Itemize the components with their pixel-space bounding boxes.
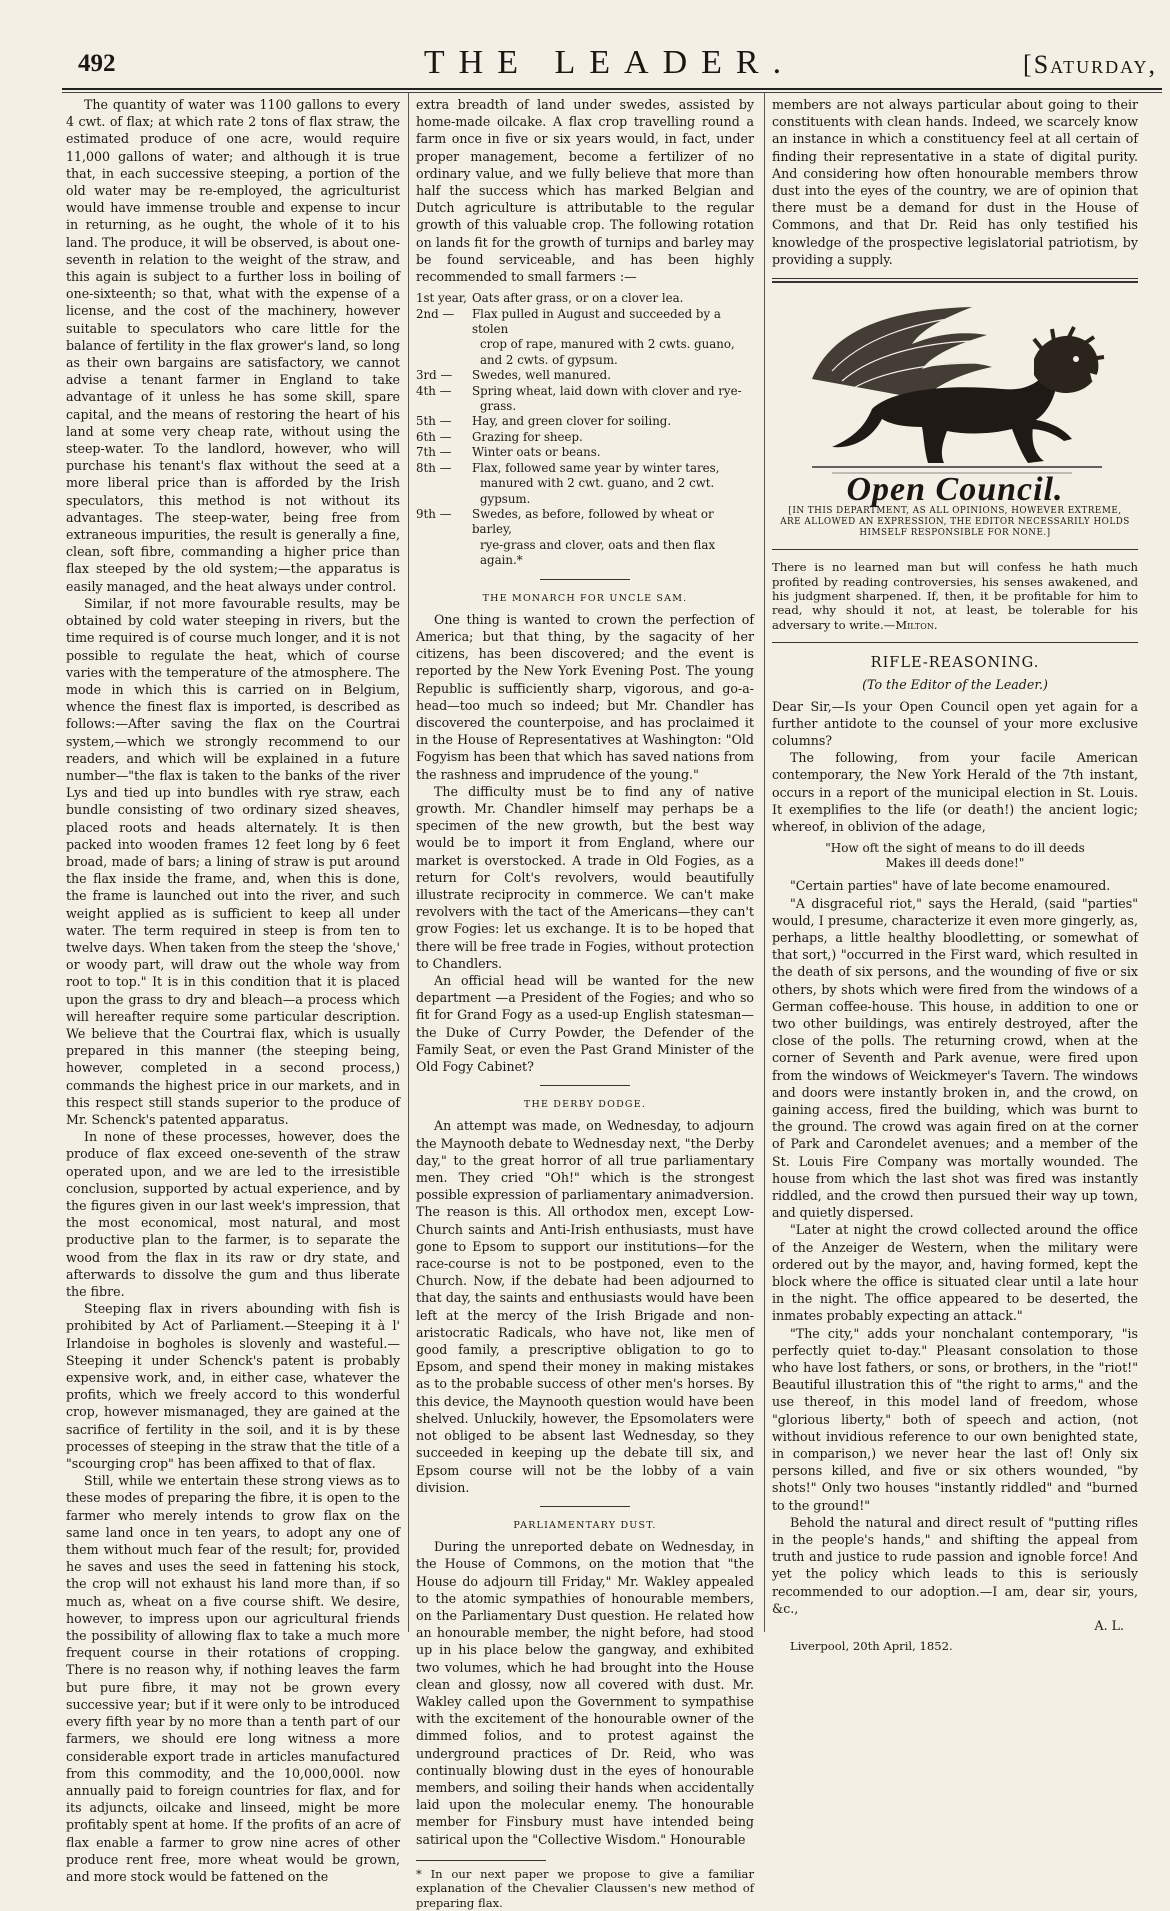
letter-dateline: Liverpool, 20th April, 1852. (790, 1639, 953, 1654)
letter-paragraph: "A disgraceful riot," says the Herald, (said "parties" would, I presume, characterize it even more gingerly, as, perhaps, a little healthy bloodletting, or somewhat of that sort,) "occurred in the First ward, which resulted in the death of six persons, and the wounding of five or six others, by shots which were fired from the windows of a German coffee-house. This house, in addition to one or two other buildings, was entirely destroyed, after the close of the polls. The returning crowd, when at the corner of Seventh and Park avenue, were fired upon from the windows of Weickmeyer's Tavern. The windows and doors were instantly broken in, and the crowd, on gaining access, fired the building, which was burnt to the ground. The crowd was again fired on at the corner of Park and Carondelet avenues; and a member of the St. Louis Fire Company was mortally wounded. The house from which the last shot was fired was instantly riddled, and the crowd then pursued their way up town, and quietly dispersed. (772, 895, 1138, 1221)
rotation-cont: grass. (480, 399, 517, 414)
rotation-cont: rye-grass and clover, oats and then flax again.* (480, 537, 716, 568)
verse (772, 841, 1138, 871)
footnote-rule (416, 1860, 546, 1861)
letter-paragraph: The following, from your facile American contemporary, the New York Herald of the 7th instant, occurs in a report of the municipal election in St. Louis. It exemplifies to the life (or death!) the ancient logic; whereof, in oblivion of the adage, (772, 750, 1138, 835)
col1-paragraph: The quantity of water was 1100 gallons to every 4 cwt. of flax; at which rate 2 tons of flax straw, the estimated produce of one acre, would require 11,000 gallons of water; and although it is true that, in each successive steeping, a portion of the old water may be re-employed, the agriculturist would have immense trouble and expense to incur in returning, as he ought, the whole of it to his land. The produce, it will be observed, is about one-seventh in relation to the weight of the straw, and this again is subject to a further loss in boiling of one-sixteenth; so that, what with the expense of a license, and the cost of the machinery, however suitable to speculators who care little for the balance of fertility in the flax grower's land, so long as their own bargains are satisfactory, we cannot advise a tenant farmer in England to take advantage of it unless he has some skill, spare capital, and the means of restoring the heart of his land at some very cheap rate, without using the steep-water. To the landlord, however, who will purchase his tenant's flax without the seed at a more liberal price than is afforded by the Irish speculators, this method is not without its advantages. The steep-water, being free from extraneous impurities, the result is generally a fine, clean, soft fibre, commanding a higher price than flax steeped by the old system;—the apparatus is easily managed, and the heat always under control. (66, 97, 400, 594)
verse-line: "How oft the sight of means to do ill deeds (825, 841, 1085, 856)
open-council-title: Open Council. (846, 471, 1064, 509)
rotation-row (416, 291, 754, 306)
rotation-table (416, 291, 754, 568)
letter-paragraph: "Certain parties" have of late become enamoured. (790, 878, 1111, 894)
rotation-row (416, 445, 754, 460)
rotation-row (416, 307, 754, 369)
section-rule (540, 1506, 630, 1507)
rotation-text: Grazing for sheep. (472, 429, 583, 444)
rotation-cont: manured with 2 cwt. guano, and 2 cwt. gypsum. (480, 476, 715, 506)
verse-line: Makes ill deeds done!" (885, 856, 1025, 871)
letter-paragraph: "The city," adds your nonchalant contemporary, "is perfectly quiet to-day." Pleasant consolation to those who have lost fathers, or sons, or brothers, in the "riot!" Beautiful illustration this of "the right to arms," and the use thereof, in this model land of freedom, whose "glorious liberty," both of speech and action, (not without invidious reference to our own benighted state, in comparison,) we never hear the last of! Only six persons killed, and five or six others wounded, "by shots!" Only two houses "instantly riddled" and "burned to the ground!" (772, 1325, 1138, 1513)
column-2 (416, 96, 755, 1910)
rotation-text: Hay, and green clover for soiling. (472, 414, 672, 429)
rotation-text: Swedes, as before, followed by wheat or barley, (472, 506, 714, 537)
derby-paragraph: An attempt was made, on Wednesday, to adjourn the Maynooth debate to Wednesday next, "the Derby day," to the great horror of all true parliamentary men. They cried "Oh!" which is the strongest possible expression of parliamentary animadversion. The reason is this. All orthodox men, except Low-Church saints and Anti-Irish enthusiasts, must have gone to Epsom to support our institutions—for the race-course is not to be postponed, even to the Church. Now, if the debate had been adjourned to that day, the saints and enthusiasts would have been left at the mercy of the Irish Brigade and non-aristocratic Radicals, who have not, like men of good family, a prescriptive obligation to go to Epsom, and spend their money in making mistakes as to the probable success of other men's horses. By this device, the Maynooth question would have been shelved. Unluckily, however, the Epsomolaters were not obliged to be absent last Wednesday, so they succeeded in keeping up the debate till six, and Epsom course will not be the lobby of a vain division. (416, 1118, 754, 1495)
letter-paragraph: Dear Sir,—Is your Open Council open yet again for a further antidote to the counsel of your more exclusive columns? (772, 698, 1138, 749)
monarch-paragraph: One thing is wanted to crown the perfection of America; but that thing, by the sagacity of her citizens, has been discovered; and the event is reported by the New York Evening Post. The young Republic is sufficiently sharp, vigorous, and go-a-head—too much so indeed; but Mr. Chandler has discovered the counterpoise, and has proclaimed it in the House of Representatives at Washington: "Old Fogyism has been that which has saved nations from the rashness and imprudence of the young." (416, 611, 755, 782)
rotation-text: Flax pulled in August and succeeded by a stolen (472, 306, 721, 337)
rotation-year: 3rd — (416, 368, 453, 383)
milton-quote (772, 560, 1138, 632)
rotation-year: 6th — (416, 429, 452, 444)
rotation-year: 9th — (416, 506, 452, 521)
rotation-year: 7th — (416, 445, 452, 460)
rotation-text: Winter oats or beans. (472, 445, 601, 460)
rotation-text: Swedes, well manured. (472, 368, 611, 383)
col1-paragraph: Similar, if not more favourable results, may be obtained by cold water steeping in rivers, but the time required is of course much longer, and it is not possible to regulate the heat, which of course varies with the temperature of the atmosphere. The mode in which this is carried on in Belgium, whence the finest flax is imported, is described as follows:—After saving the flax on the Courtrai system,—which we strongly recommend to our readers, and which will be explained in a future number—"the flax is taken to the banks of the river Lys and tied up into bundles with rye straw, each bundle consisting of two ordinary sized sheaves, placed roots and heads alternately. It is then packed into wooden frames 12 feet long by 6 feet broad, made of bars; a lining of straw is put around the flax inside the frame, and, when this is done, the frame is launched out into the river, and such weight applied as is sufficient to keep all under water. The term required in steep is from ten to twelve days. When taken from the steep the 'shove,' or woody part, will draw out the whole way from root to top." It is in this condition that it is placed upon the grass to dry and bleach—a process which will hereafter require some particular description. We believe that the Courtrai flax, which is usually prepared in this manner (the steeping being, however, completed in a second process,) commands the highest price in our markets, and in this respect still stands superior to the produce of Mr. Schenck's patented apparatus. (66, 595, 400, 1127)
rotation-text: Flax, followed same year by winter tares, (472, 460, 720, 475)
section-heading-derby: THE DERBY DODGE. (523, 1099, 647, 1111)
column-3 (772, 96, 1138, 1654)
col1-paragraph: Steeping flax in rivers abounding with fish is prohibited by Act of Parliament.—Steeping it à l' Irlandoise in bogholes is slovenly and wasteful.—Steeping it under Schenck's patent is probably expensive work, and, in either case, whatever the profits, which we freely accord to this wonderful crop, however mismanaged, they are gained at the sacrifice of fertility in the soil, and it is by these processes of steeping in the straw that the title of a "scourging crop" has been affixed to that of flax. (66, 1301, 400, 1472)
letter-signoff: A. L. (1094, 1618, 1124, 1634)
monarch-paragraph: The difficulty must be to find any of native growth. Mr. Chandler himself may perhaps be a specimen of the new growth, but the best way would be to import it from England, where our market is overstocked. A trade in Old Fogies, as a return for Colt's revolvers, would beautifully illustrate reciprocity in commerce. We can't make revolvers with the tact of the Americans—they can't grow Fogies: let us exchange. It is to be hoped that there will be free trade in Fogies, without protection to Chandlers. (416, 783, 754, 971)
rotation-text: Oats after grass, or on a clover lea. (472, 291, 684, 306)
rotation-year: 5th — (416, 414, 452, 429)
section-rule (772, 642, 1138, 643)
column-1 (66, 96, 400, 1884)
header-rule-thin (62, 92, 1162, 93)
section-rule (540, 1085, 630, 1086)
footnote: * In our next paper we propose to give a familiar explanation of the Chevalier Claussen's new method of preparing flax. (416, 1866, 754, 1910)
monarch-paragraph: An official head will be wanted for the new department —a President of the Fogies; and who so fit for Grand Fogy as a used-up English statesman—the Duke of Curry Powder, the Defender of the Family Seat, or even the Past Grand Minister of the Old Fogy Cabinet? (416, 973, 754, 1075)
column-divider-1 (408, 92, 409, 1632)
col1-paragraph: Still, while we entertain these strong views as to these modes of preparing the fibre, it is open to the farmer who merely intends to grow flax on the same land once in ten years, to adopt any one of them without much fear of the result; for, provided he saves and uses the seed in fattening his stock, the crop will not exhaust his land more than, if so much as, wheat on a five course shift. We desire, however, to impress upon our agricultural friends the possibility of allowing flax to take a much more frequent course in their rotations of cropping. There is no reason why, if nothing leaves the farm but pure fibre, it may not be grown every successive year; but if it were only to be introduced every fifth year by no more than a tenth part of our farmers, we should ere long witness a more considerable export trade in articles manufactured from this commodity, and the 10,000,000l. now annually paid to foreign countries for flax, and for its adjuncts, oilcake and linseed, might be more profitably spent at home. If the profits of an acre of flax enable a farmer to grow nine acres of other produce rent free, more wheat would be grown, and more stock would be fattened on the (66, 1473, 400, 1884)
col1-paragraph: In none of these processes, however, does the produce of flax exceed one-seventh of the straw operated upon, and we are led to the irresistible conclusion, supported by actual experience, and by the figures given in our last week's impression, that the most economical, most natural, and most productive plan to the farmer, is to separate the wood from the flax in its raw or dry state, and afterwards to dissolve the gum and thus liberate the fibre. (66, 1129, 400, 1300)
letter-addressee: (To the Editor of the Leader.) (862, 677, 1048, 693)
rotation-row (416, 414, 754, 429)
page-number: 492 (78, 50, 116, 77)
section-rule-thick (772, 281, 1138, 283)
rotation-year: 8th — (416, 460, 452, 475)
rotation-year: 1st year, (416, 291, 467, 306)
rotation-cont: crop of rape, manured with 2 cwts. guano, and 2 cwts. of gypsum. (480, 337, 735, 367)
rotation-row (416, 384, 754, 415)
quote-text: There is no learned man but will confess he hath much profited by reading controversies, his senses awakened, and his judgment sharpened. If, then, it be profitable for him to read, why should it not, at least, be tolerable for his adversary to write.— (772, 560, 1138, 632)
rotation-row (416, 430, 754, 445)
section-rule (772, 549, 1138, 550)
department-disclaimer: [IN THIS DEPARTMENT, AS ALL OPINIONS, HOWEVER EXTREME, ARE ALLOWED AN EXPRESSION, THE EDITOR NECESSARILY HOLDS HIMSELF RESPONSIBLE FOR NONE.] (780, 506, 1130, 539)
letter-paragraph: Behold the natural and direct result of "putting rifles in the people's hands," and shifting the appeal from truth and justice to rude passion and ignoble force! And yet the policy which leads to this is seriously recommended to our adoption.—I am, dear sir, yours, &c., (772, 1514, 1138, 1616)
rotation-row (416, 507, 754, 569)
day-label: [Saturday, (1023, 50, 1157, 79)
rotation-row (416, 368, 754, 383)
section-rule (540, 579, 630, 580)
winged-lion-emblem (772, 289, 1138, 479)
col3-intro: members are not always particular about going to their constituents with clean hands. Indeed, we scarcely know an instance in which a constituency feel at all certain of finding their representative in a state of digital purity. And considering how often honourable members throw dust into the eyes of the country, we are of opinion that there must be a demand for dust in the House of Commons, and that Dr. Reid has only testified his knowledge of the prospective legislatorial patriotism, by providing a supply. (772, 97, 1138, 267)
masthead: THE LEADER. (423, 44, 796, 81)
section-rule (772, 278, 1138, 279)
letter-paragraph: "Later at night the crowd collected around the office of the Anzeiger de Western, when the military were ordered out by the mayor, and, having formed, kept the block where the office is situated clear until a late hour in the night. The office appeared to be deserted, the inmates probably expecting an attack." (772, 1222, 1138, 1324)
section-heading-monarch: THE MONARCH FOR UNCLE SAM. (482, 592, 688, 604)
dust-paragraph: During the unreported debate on Wednesday, in the House of Commons, on the motion that "the House do adjourn till Friday," Mr. Wakley appealed to the atomic sympathies of honourable members, on the Parliamentary Dust question. He related how an honourable member, the night before, had stood up in his place below the gangway, and exhibited two volumes, which he had brought into the House clean and glossy, now all covered with dust. Mr. Wakley called upon the Government to sympathise with the excitement of the honourable owner of the dimmed folios, and to protest against the underground practices of Dr. Reid, who was continually blowing dust in the eyes of honourable members, and soiling their hands when accidentally laid upon the molecular enemy. The honourable member for Finsbury must have intended being satirical upon the "Collective Wisdom." Honourable (416, 1539, 754, 1847)
header-rule (62, 88, 1162, 90)
rotation-row (416, 461, 754, 507)
quote-author: Milton. (895, 617, 938, 632)
section-heading-dust: PARLIAMENTARY DUST. (513, 1519, 657, 1531)
rotation-year: 4th — (416, 383, 452, 398)
col2-intro: extra breadth of land under swedes, assisted by home-made oilcake. A flax crop travelling round a farm once in five or six years would, in fact, under proper management, become a fertilizer of no ordinary value, and we fully believe that more than half the success which has marked Belgian and Dutch agriculture is attributable to the regular growth of this valuable crop. The following rotation on lands fit for the growth of turnips and barley may be found serviceable, and has been highly recommended to small farmers :— (416, 97, 754, 285)
rotation-year: 2nd — (416, 306, 455, 321)
rotation-text: Spring wheat, laid down with clover and rye- (472, 383, 742, 398)
page-header (62, 40, 1157, 88)
letter-title: RIFLE-REASONING. (870, 655, 1040, 672)
column-divider-2 (764, 92, 765, 1632)
